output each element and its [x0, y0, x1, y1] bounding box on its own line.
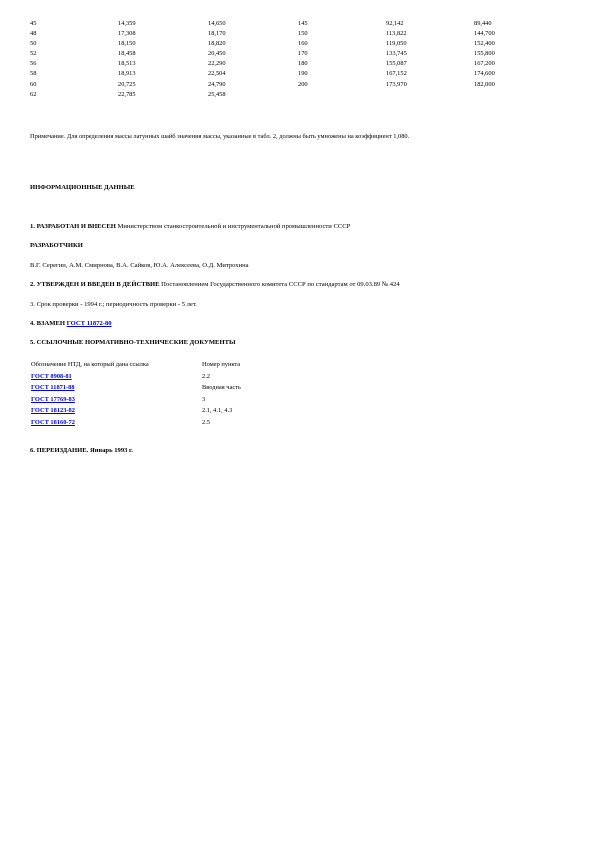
table-cell: 150 [298, 30, 308, 38]
reference-cell [30, 419, 201, 431]
table-cell: 190 [298, 70, 308, 78]
table-header-row [30, 361, 282, 373]
table-row [30, 384, 282, 396]
table-cell: 119,050 [386, 40, 407, 48]
table-row [30, 60, 534, 70]
table-cell: 155,087 [386, 60, 407, 68]
item-text: Министерством станкостроительной и инструментальной промышленности СССР [115, 223, 351, 230]
table-row [30, 91, 534, 101]
table-cell: 167,200 [474, 60, 495, 68]
table-note: Примечание. Для определения массы латунных шайб значения массы, указанные в табл. 2, должны быть умножены на коэффициент 1,080. [30, 133, 410, 140]
table-cell: 180 [298, 60, 308, 68]
table-cell: 160 [298, 40, 308, 48]
table-cell: 25,458 [208, 90, 226, 98]
gost-11872-80-link[interactable]: ГОСТ 11872-80 [66, 320, 112, 327]
table-cell: 20,450 [208, 50, 226, 58]
table-cell: 18,458 [118, 50, 136, 58]
table-row [30, 40, 534, 50]
item-developed-by [30, 223, 350, 231]
gost-link[interactable]: ГОСТ 8908-81 [31, 372, 72, 380]
table-cell: 170 [298, 50, 308, 58]
table-cell: 14,359 [118, 20, 136, 27]
table-row [30, 70, 534, 80]
table-cell [298, 91, 386, 101]
mass-table [30, 20, 534, 101]
table-cell: 45 [30, 20, 37, 27]
item-number-cell: Вводная часть [202, 384, 241, 391]
gost-link[interactable]: ГОСТ 18123-82 [31, 407, 75, 414]
table-cell: 155,800 [474, 50, 495, 58]
table-row [30, 396, 282, 408]
item-review-period: 3. Срок проверки - 1994 г.; периодичность проверки - 5 лет. [30, 301, 197, 308]
table-row [30, 20, 534, 30]
references-table [30, 361, 282, 430]
table-row [30, 50, 534, 60]
table-cell: 182,000 [474, 80, 495, 88]
table-cell: 22,504 [208, 70, 226, 78]
table-cell: 62 [30, 90, 37, 98]
table-cell: 133,745 [386, 50, 407, 58]
info-heading: ИНФОРМАЦИОННЫЕ ДАННЫЕ [30, 184, 135, 191]
table-cell: 22,785 [118, 90, 136, 98]
table-cell: 167,152 [386, 70, 407, 78]
table-cell: 18,150 [118, 40, 136, 48]
item-approved [30, 281, 400, 289]
table-cell: 92,142 [386, 20, 404, 27]
table-cell: 20,725 [118, 80, 136, 88]
item-label: 2. УТВЕРЖДЕН И ВВЕДЕН В ДЕЙСТВИЕ [30, 281, 160, 288]
header-item-number: Номер пункта [202, 361, 241, 368]
table-row [30, 407, 282, 419]
item-text: Постановлением Государственного комитета СССР по стандартам от 09.03.89 № 424 [159, 281, 400, 288]
table-cell: 200 [298, 80, 308, 88]
table-cell: 14,650 [208, 20, 226, 27]
item-reissue: 6. ПЕРЕИЗДАНИЕ. Январь 1993 г. [30, 447, 133, 454]
table-cell: 48 [30, 30, 37, 38]
gost-link[interactable]: ГОСТ 17769-83 [31, 395, 75, 403]
table-cell [474, 91, 534, 101]
table-cell: 50 [30, 40, 37, 48]
table-cell: 18,170 [208, 30, 226, 38]
reference-cell [30, 384, 201, 396]
table-cell: 52 [30, 50, 37, 58]
table-cell: 18,820 [208, 40, 226, 48]
table-row [30, 419, 282, 431]
item-references-heading: 5. ССЫЛОЧНЫЕ НОРМАТИВНО-ТЕХНИЧЕСКИЕ ДОКУМЕНТЫ [30, 339, 236, 346]
developers-list: В.Г. Серегин, А.М. Смирнова, В.А. Сайков, Ю.А. Алексеева, О.Д. Митрохина [30, 262, 249, 269]
item-number-cell: 2.5 [202, 418, 210, 426]
table-row [30, 373, 282, 385]
item-number-cell: 3 [202, 395, 206, 403]
item-label: 1. РАЗРАБОТАН И ВНЕСЕН [30, 223, 116, 230]
table-cell: 17,308 [118, 30, 136, 38]
table-cell: 174,600 [474, 70, 495, 78]
gost-link[interactable]: ГОСТ 18160-72 [31, 418, 75, 426]
table-cell: 56 [30, 60, 37, 68]
item-replaces [30, 320, 112, 328]
table-cell: 18,913 [118, 70, 136, 78]
table-row [30, 81, 534, 91]
gost-link[interactable]: ГОСТ 11871-88 [31, 384, 75, 391]
reference-cell [30, 373, 201, 385]
table-cell [386, 91, 474, 101]
table-cell: 89,440 [474, 20, 492, 27]
item-label: 4. ВЗАМЕН [30, 320, 67, 327]
table-cell: 60 [30, 80, 37, 88]
developers-heading: РАЗРАБОТЧИКИ [30, 242, 83, 249]
table-cell: 24,790 [208, 80, 226, 88]
table-cell: 145 [298, 20, 308, 27]
table-cell: 58 [30, 70, 37, 78]
table-cell: 22,290 [208, 60, 226, 68]
table-cell: 113,822 [386, 30, 407, 38]
table-cell: 18,513 [118, 60, 136, 68]
item-number-cell: 2.1, 4.1, 4.3 [202, 407, 233, 414]
table-row [30, 30, 534, 40]
reference-cell [30, 396, 201, 408]
table-cell: 152,400 [474, 40, 495, 48]
table-cell: 173,970 [386, 80, 407, 88]
reference-cell [30, 407, 201, 419]
header-document: Обозначение НТД, на который дана ссылка [31, 361, 149, 368]
item-number-cell: 2.2 [202, 372, 210, 380]
table-cell: 144,700 [474, 30, 495, 38]
